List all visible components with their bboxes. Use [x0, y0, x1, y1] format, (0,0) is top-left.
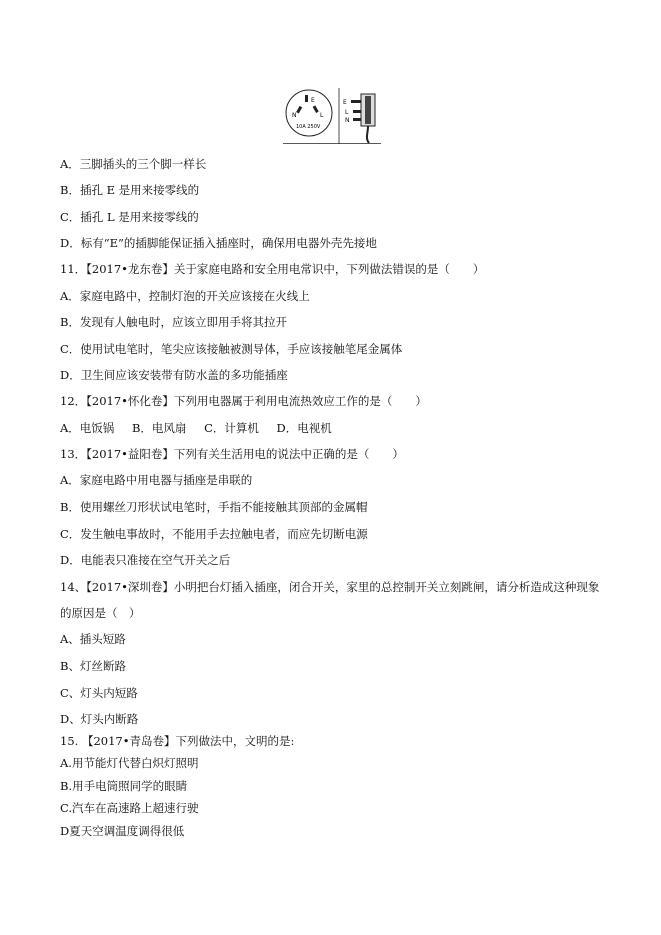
q15-stem: 15. 【2017•青岛卷】下列做法中，文明的是: [60, 734, 295, 748]
plug-label-n: N [345, 117, 350, 124]
q12-option-d: D．电视机 [276, 421, 332, 435]
plug-label-e: E [343, 99, 347, 106]
q14-option-c: C、灯头内短路 [60, 686, 138, 700]
q11-stem: 11．【2017•龙东卷】关于家庭电路和安全用电常识中，下列做法错误的是（ ） [60, 262, 485, 276]
q12-option-a: A．电饭锅 [60, 421, 115, 435]
socket-label-l: L [320, 112, 324, 119]
q15-option-b: B.用手电筒照同学的眼睛 [60, 779, 188, 793]
q13-option-b: B．使用螺丝刀形状试电笔时，手指不能接触其顶部的金属帽 [60, 500, 368, 514]
q11-option-d: D．卫生间应该安装带有防水盖的多功能插座 [60, 368, 288, 382]
q13-option-d: D．电能表只准接在空气开关之后 [60, 553, 231, 567]
socket-label-e: E [311, 97, 315, 104]
q10-option-b: B．插孔 E 是用来接零线的 [60, 183, 200, 197]
socket-label-n: N [292, 112, 297, 119]
q12-options [60, 421, 346, 435]
socket-hole-e [305, 95, 308, 102]
q12-option-c: C．计算机 [204, 421, 259, 435]
q11-option-a: A．家庭电路中，控制灯泡的开关应该接在火线上 [60, 289, 310, 303]
q13-option-c: C．发生触电事故时，不能用手去拉触电者，而应先切断电源 [60, 527, 368, 541]
q15-option-d: D夏天空调温度调得很低 [60, 824, 185, 838]
q10-option-d: D．标有“E”的插脚能保证插入插座时，确保用电器外壳先接地 [60, 236, 377, 250]
q12-option-b: B．电风扇 [131, 421, 187, 435]
q14-option-a: A、插头短路 [60, 632, 126, 646]
plug-pin-l [353, 110, 361, 113]
plug-pin-n [353, 118, 361, 121]
socket-rating: 10A 250V [296, 124, 321, 130]
q10-option-a: A．三脚插头的三个脚一样长 [60, 157, 207, 171]
q13-option-a: A．家庭电路中用电器与插座是串联的 [60, 473, 253, 487]
socket-hole-l [313, 105, 319, 113]
plug-pin-e [351, 100, 361, 103]
plug-label-l: L [345, 109, 349, 116]
q12-stem: 12．【2017•怀化卷】下列用电器属于利用电流热效应工作的是（ ） [60, 394, 427, 408]
q10-option-c: C．插孔 L 是用来接零线的 [60, 210, 199, 224]
q11-option-c: C．使用试电笔时，笔尖应该接触被测导体，手应该接触笔尾金属体 [60, 342, 403, 356]
q15-option-a: A.用节能灯代替白炽灯照明 [60, 756, 199, 770]
q15-option-c: C.汽车在高速路上超速行驶 [60, 801, 199, 815]
plug-grip [365, 96, 371, 124]
socket-hole-n [296, 106, 302, 114]
q11-option-b: B．发现有人触电时，应该立即用手将其拉开 [60, 315, 287, 329]
q14-stem: 14、【2017•深圳卷】小明把台灯插入插座，闭合开关，家里的总控制开关立刻跳闸，请分析造成这种现象的原因是（ ） [60, 580, 600, 620]
plug-socket-figure [283, 86, 381, 144]
q13-stem: 13．【2017•益阳卷】下列有关生活用电的说法中正确的是（ ） [60, 447, 404, 461]
q14-option-d: D、灯头内断路 [60, 712, 139, 726]
q14-option-b: B、灯丝断路 [60, 659, 126, 673]
plug-cable [367, 126, 369, 143]
